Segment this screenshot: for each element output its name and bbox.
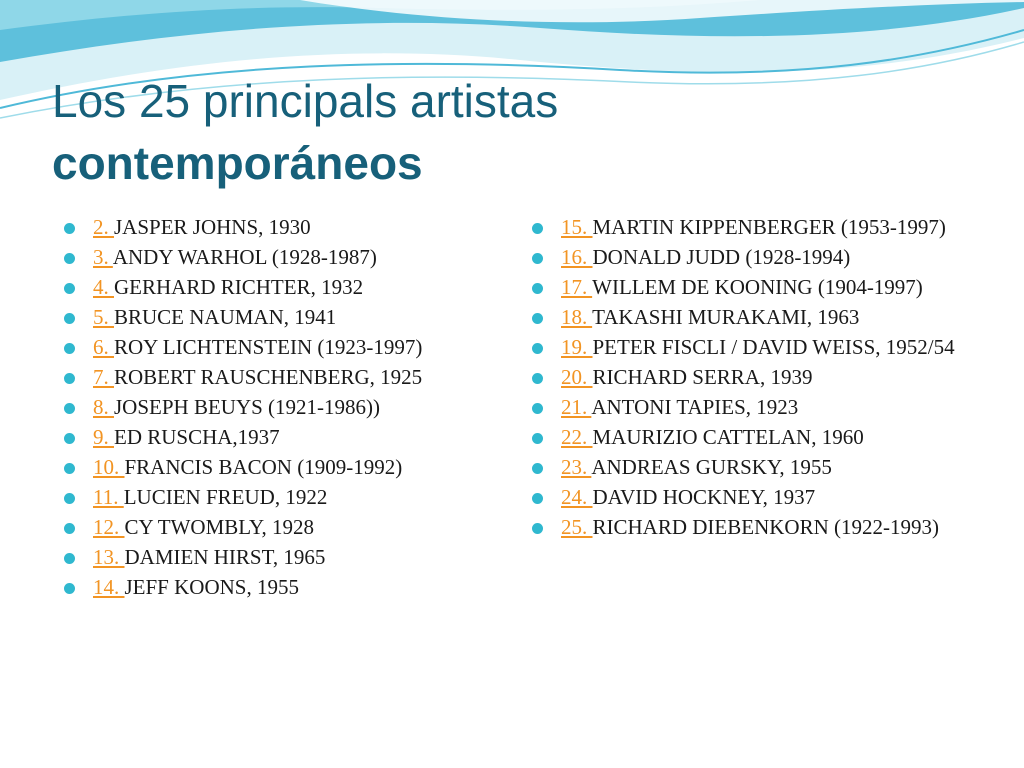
bullet-icon xyxy=(532,283,543,294)
artist-rank-link[interactable]: 6. xyxy=(93,335,114,359)
artist-list-item xyxy=(532,214,962,241)
artist-rank-link[interactable]: 23. xyxy=(561,455,592,479)
artist-name: MAURIZIO CATTELAN, 1960 xyxy=(592,425,864,449)
artist-rank-link[interactable]: 5. xyxy=(93,305,114,329)
artist-rank-link[interactable]: 14. xyxy=(93,575,125,599)
bullet-icon xyxy=(532,433,543,444)
artist-list-item xyxy=(64,574,494,601)
bullet-icon xyxy=(64,433,75,444)
artist-list-right xyxy=(532,214,962,544)
bullet-icon xyxy=(532,343,543,354)
artist-rank-link[interactable]: 19. xyxy=(561,335,593,359)
artist-rank-link[interactable]: 18. xyxy=(561,305,593,329)
artist-name: LUCIEN FREUD, 1922 xyxy=(123,485,328,509)
artist-rank-link[interactable]: 25. xyxy=(561,515,593,539)
artist-name: JEFF KOONS, 1955 xyxy=(124,575,299,599)
artist-name: ROY LICHTENSTEIN (1923-1997) xyxy=(114,335,423,359)
artist-list-item xyxy=(532,394,962,421)
artist-rank-link[interactable]: 2. xyxy=(93,215,114,239)
bullet-icon xyxy=(64,223,75,234)
artist-rank-link[interactable]: 15. xyxy=(561,215,593,239)
artist-rank-link[interactable]: 13. xyxy=(93,545,125,569)
artist-list-item xyxy=(64,394,494,421)
artist-rank-link[interactable]: 20. xyxy=(561,365,593,389)
title-line-1: Los 25 principals artistas xyxy=(52,75,559,127)
artist-list-item xyxy=(532,424,962,451)
artist-name: ANTONI TAPIES, 1923 xyxy=(591,395,799,419)
artist-rank-link[interactable]: 10. xyxy=(93,455,125,479)
artist-name: RICHARD SERRA, 1939 xyxy=(592,365,813,389)
artist-list-item xyxy=(532,514,962,541)
artist-list-item xyxy=(64,214,494,241)
artist-rank-link[interactable]: 9. xyxy=(93,425,114,449)
bullet-icon xyxy=(532,403,543,414)
artist-name: ANDREAS GURSKY, 1955 xyxy=(591,455,832,479)
artist-name: DONALD JUDD (1928-1994) xyxy=(592,245,851,269)
artist-list-item xyxy=(64,274,494,301)
artist-rank-link[interactable]: 11. xyxy=(93,485,124,509)
artist-name: DAMIEN HIRST, 1965 xyxy=(124,545,326,569)
artist-rank-link[interactable]: 4. xyxy=(93,275,114,299)
bullet-icon xyxy=(64,283,75,294)
artist-rank-link[interactable]: 17. xyxy=(561,275,593,299)
artist-rank-link[interactable]: 21. xyxy=(561,395,592,419)
bullet-icon xyxy=(64,403,75,414)
artist-name: PETER FISCLI / DAVID WEISS, 1952/54 xyxy=(592,335,955,359)
artist-list-item xyxy=(532,274,962,301)
bullet-icon xyxy=(64,463,75,474)
artist-list-item xyxy=(64,454,494,481)
slide-title xyxy=(52,70,992,194)
title-line-2: contemporáneos xyxy=(52,137,423,189)
artist-list-item xyxy=(64,544,494,571)
artist-list-item xyxy=(64,334,494,361)
artist-list-item xyxy=(532,334,962,361)
bullet-icon xyxy=(532,523,543,534)
artist-name: WILLEM DE KOONING (1904-1997) xyxy=(592,275,923,299)
bullet-icon xyxy=(64,253,75,264)
artist-list-left xyxy=(64,214,494,604)
artist-name: CY TWOMBLY, 1928 xyxy=(124,515,314,539)
artist-list-item xyxy=(64,424,494,451)
artist-name: ED RUSCHA,1937 xyxy=(114,425,280,449)
bullet-icon xyxy=(532,463,543,474)
artist-rank-link[interactable]: 8. xyxy=(93,395,114,419)
artist-list-item xyxy=(532,484,962,511)
artist-name: BRUCE NAUMAN, 1941 xyxy=(114,305,337,329)
artist-name: ROBERT RAUSCHENBERG, 1925 xyxy=(114,365,423,389)
artist-name: JASPER JOHNS, 1930 xyxy=(114,215,311,239)
artist-list-item xyxy=(64,484,494,511)
artist-rank-link[interactable]: 3. xyxy=(93,245,113,269)
artist-list-item xyxy=(532,364,962,391)
artist-list-item xyxy=(64,244,494,271)
bullet-icon xyxy=(64,583,75,594)
artist-name: GERHARD RICHTER, 1932 xyxy=(114,275,364,299)
artist-rank-link[interactable]: 22. xyxy=(561,425,593,449)
bullet-icon xyxy=(532,313,543,324)
artist-name: JOSEPH BEUYS (1921-1986)) xyxy=(114,395,381,419)
artist-name: TAKASHI MURAKAMI, 1963 xyxy=(592,305,860,329)
bullet-icon xyxy=(64,373,75,384)
artist-list-item xyxy=(64,304,494,331)
artist-rank-link[interactable]: 16. xyxy=(561,245,593,269)
artist-list-item xyxy=(532,304,962,331)
bullet-icon xyxy=(532,253,543,264)
artist-name: FRANCIS BACON (1909-1992) xyxy=(124,455,403,479)
bullet-icon xyxy=(532,373,543,384)
artist-rank-link[interactable]: 7. xyxy=(93,365,114,389)
artist-rank-link[interactable]: 24. xyxy=(561,485,593,509)
bullet-icon xyxy=(532,493,543,504)
bullet-icon xyxy=(64,493,75,504)
bullet-icon xyxy=(64,313,75,324)
artist-list-item xyxy=(64,364,494,391)
artist-list-item xyxy=(532,244,962,271)
artist-list-item xyxy=(532,454,962,481)
bullet-icon xyxy=(532,223,543,234)
bullet-icon xyxy=(64,553,75,564)
artist-rank-link[interactable]: 12. xyxy=(93,515,125,539)
artist-list-item xyxy=(64,514,494,541)
bullet-icon xyxy=(64,343,75,354)
bullet-icon xyxy=(64,523,75,534)
artist-name: ANDY WARHOL (1928-1987) xyxy=(112,245,377,269)
artist-name: RICHARD DIEBENKORN (1922-1993) xyxy=(592,515,939,539)
artist-name: MARTIN KIPPENBERGER (1953-1997) xyxy=(592,215,946,239)
artist-name: DAVID HOCKNEY, 1937 xyxy=(592,485,816,509)
